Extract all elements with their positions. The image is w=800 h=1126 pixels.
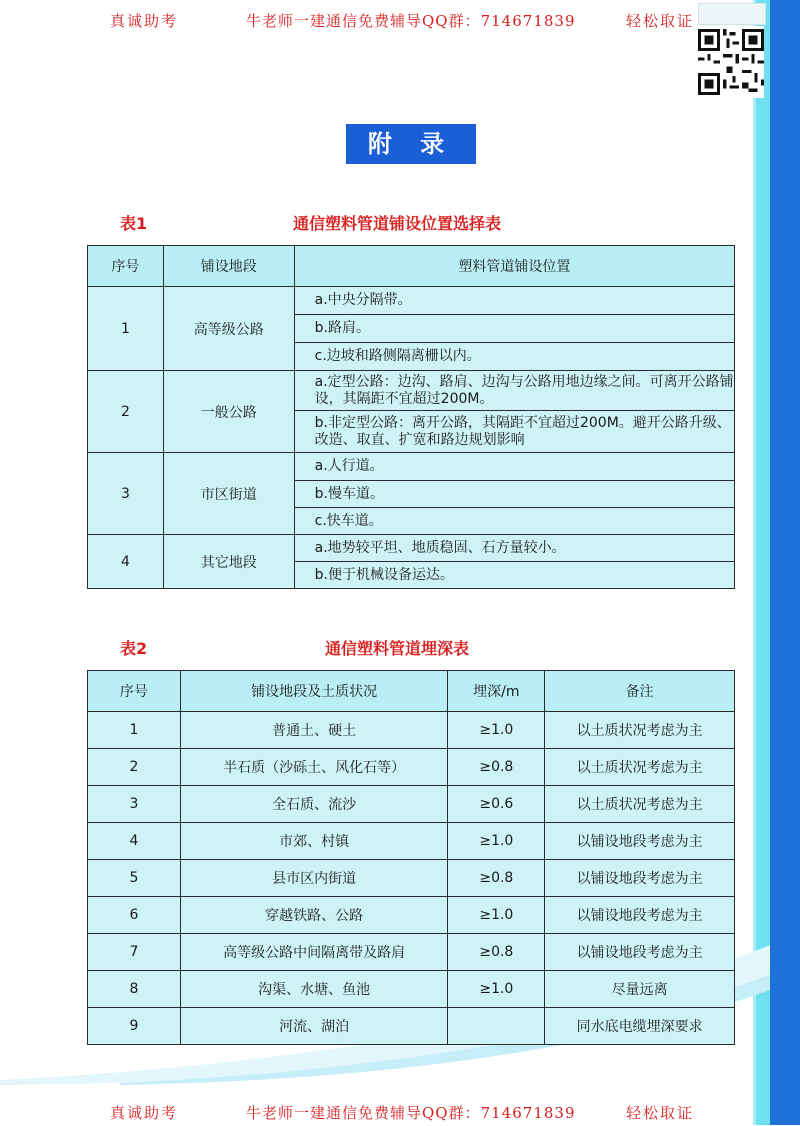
table2-cell-note: 以铺设地段考虑为主 — [545, 934, 735, 971]
table1-cell-section: 市区街道 — [163, 453, 294, 535]
table2-cell-depth — [448, 1008, 545, 1045]
table2-cell-depth: ≥1.0 — [448, 712, 545, 749]
table2-row — [88, 971, 735, 1008]
table2-label: 表2 — [120, 639, 148, 658]
table2-cell-depth: ≥1.0 — [448, 897, 545, 934]
table2-cell-depth: ≥1.0 — [448, 971, 545, 1008]
table2-cell-note: 以铺设地段考虑为主 — [545, 823, 735, 860]
table1-cell-no: 2 — [88, 371, 164, 453]
table1-cell-no: 1 — [88, 287, 164, 371]
table1-title: 通信塑料管道铺设位置选择表 — [293, 214, 502, 233]
table2-cell-note: 以土质状况考虑为主 — [545, 712, 735, 749]
table1-cell-position: b.便于机械设备运达。 — [294, 562, 734, 589]
header-right-text: 轻松取证 — [626, 12, 695, 30]
table2-cell-no: 6 — [88, 897, 181, 934]
table2-cell-note: 同水底电缆埋深要求 — [545, 1008, 735, 1045]
footer-right-text: 轻松取证 — [626, 1104, 695, 1122]
table1-header-no: 序号 — [88, 246, 164, 287]
table2-cell-depth: ≥0.8 — [448, 860, 545, 897]
header-middle-text: 牛老师一建通信免费辅导QQ群：714671839 — [246, 12, 576, 30]
table1-header-position: 塑料管道铺设位置 — [294, 246, 734, 287]
table1-cell-position: a.定型公路：边沟、路肩、边沟与公路用地边缘之间。可离开公路铺设，其隔距不宜超过200M。 — [294, 371, 734, 411]
table1-label: 表1 — [120, 214, 148, 233]
table2-cell-note: 以土质状况考虑为主 — [545, 749, 735, 786]
table2-cell-depth: ≥0.8 — [448, 934, 545, 971]
table2-cell-depth: ≥0.6 — [448, 786, 545, 823]
table2-body — [88, 712, 735, 1045]
table2-title: 通信塑料管道埋深表 — [325, 639, 470, 658]
table2-row — [88, 934, 735, 971]
table2-cell-section: 河流、湖泊 — [180, 1008, 448, 1045]
table2-cell-no: 8 — [88, 971, 181, 1008]
table1-cell-section: 高等级公路 — [163, 287, 294, 371]
table2-header-depth: 埋深/m — [448, 671, 545, 712]
table2-cell-no: 5 — [88, 860, 181, 897]
table2-cell-section: 半石质（沙砾土、风化石等） — [180, 749, 448, 786]
table2-row — [88, 786, 735, 823]
table2-cell-note: 尽量远离 — [545, 971, 735, 1008]
table1-cell-no: 4 — [88, 535, 164, 589]
table1-cell-position: c.边坡和路侧隔离栅以内。 — [294, 343, 734, 371]
table2 — [87, 670, 735, 1045]
appendix-title: 附 录 — [346, 124, 476, 164]
table1-cell-position: a.地势较平坦、地质稳固、石方量较小。 — [294, 535, 734, 562]
table2-cell-no: 2 — [88, 749, 181, 786]
table2-cell-no: 7 — [88, 934, 181, 971]
table1 — [87, 245, 735, 589]
table2-cell-note: 以土质状况考虑为主 — [545, 786, 735, 823]
table2-cell-section: 沟渠、水塘、鱼池 — [180, 971, 448, 1008]
table2-cell-depth: ≥1.0 — [448, 823, 545, 860]
header-left-text: 真诚助考 — [110, 12, 179, 30]
page-footer — [0, 1096, 700, 1126]
table1-cell-position: b.非定型公路：离开公路，其隔距不宜超过200M。避开公路升级、改造、取直、扩宽和路边规划影响 — [294, 411, 734, 453]
qr-code-icon — [698, 26, 764, 98]
table2-cell-no: 3 — [88, 786, 181, 823]
table2-cell-section: 全石质、流沙 — [180, 786, 448, 823]
table1-cell-position: c.快车道。 — [294, 508, 734, 535]
footer-left-text: 真诚助考 — [110, 1104, 179, 1122]
table2-cell-section: 县市区内街道 — [180, 860, 448, 897]
table2-cell-note: 以铺设地段考虑为主 — [545, 897, 735, 934]
table1-cell-position: b.路肩。 — [294, 315, 734, 343]
table1-cell-section: 一般公路 — [163, 371, 294, 453]
table1-header-section: 铺设地段 — [163, 246, 294, 287]
table2-cell-note: 以铺设地段考虑为主 — [545, 860, 735, 897]
table1-cell-position: a.中央分隔带。 — [294, 287, 734, 315]
table2-cell-depth: ≥0.8 — [448, 749, 545, 786]
table2-cell-section: 市郊、村镇 — [180, 823, 448, 860]
table2-cell-no: 9 — [88, 1008, 181, 1045]
page-header — [0, 4, 700, 34]
table1-cell-section: 其它地段 — [163, 535, 294, 589]
table2-cell-section: 高等级公路中间隔离带及路肩 — [180, 934, 448, 971]
table2-cell-section: 普通土、硬土 — [180, 712, 448, 749]
table2-header-no: 序号 — [88, 671, 181, 712]
table2-header-note: 备注 — [545, 671, 735, 712]
table2-row — [88, 712, 735, 749]
table1-cell-no: 3 — [88, 453, 164, 535]
table1-cell-position: a.人行道。 — [294, 453, 734, 481]
table2-row — [88, 860, 735, 897]
table2-row — [88, 1008, 735, 1045]
table2-row — [88, 749, 735, 786]
table1-cell-position: b.慢车道。 — [294, 481, 734, 508]
logo-badge — [698, 3, 766, 25]
table2-cell-section: 穿越铁路、公路 — [180, 897, 448, 934]
decor-stripe-dark — [770, 0, 800, 1125]
table2-cell-no: 4 — [88, 823, 181, 860]
table2-cell-no: 1 — [88, 712, 181, 749]
table2-row — [88, 897, 735, 934]
table2-row — [88, 823, 735, 860]
table2-header-section: 铺设地段及土质状况 — [180, 671, 448, 712]
footer-middle-text: 牛老师一建通信免费辅导QQ群：714671839 — [246, 1104, 576, 1122]
